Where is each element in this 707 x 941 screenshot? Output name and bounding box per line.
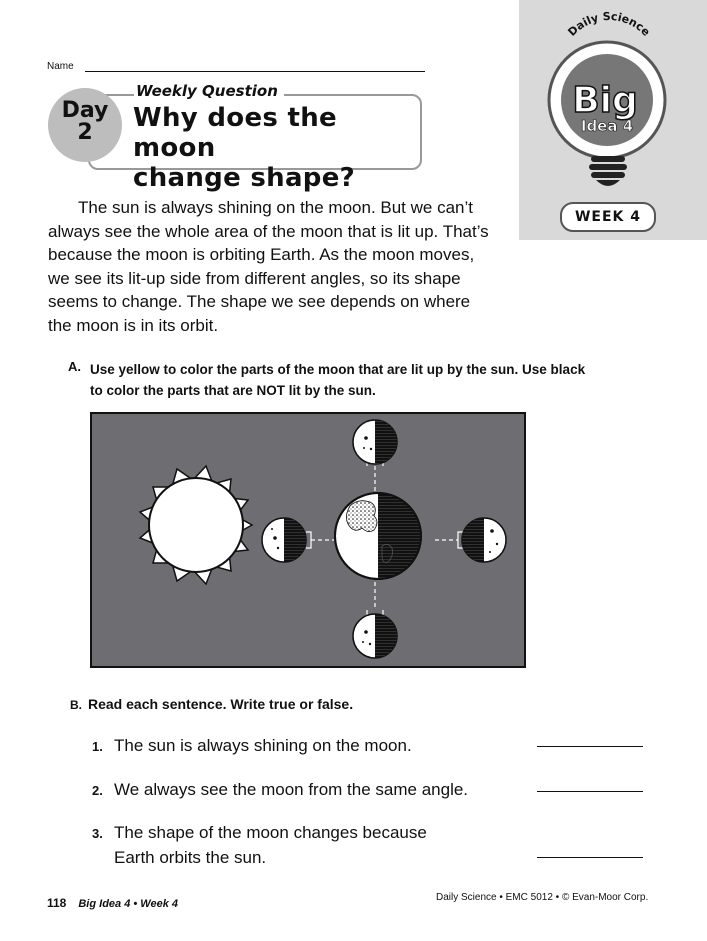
question-item-3 (92, 821, 427, 870)
answer-line-2[interactable] (537, 791, 643, 792)
badge-arc-text: Daily Science (565, 9, 653, 39)
word-or: or (295, 696, 318, 712)
section-a-instructions: Use yellow to color the parts of the moon that are lit up by the sun. Use black to color the parts that are NOT lit by the sun. (90, 362, 586, 398)
moon-orbit-diagram (90, 412, 526, 668)
section-b-text: Read each sentence. Write (88, 696, 270, 712)
moon-left-icon (262, 518, 306, 562)
page-number: 118 (47, 896, 67, 910)
item-number: 3. (92, 826, 103, 841)
intro-paragraph (48, 196, 498, 338)
item-text: We always see the moon from the same angle. (114, 780, 469, 799)
moon-right-icon (462, 518, 506, 562)
footer-idea-week: Big Idea 4 • Week 4 (78, 898, 178, 910)
item-text-line-1: The shape of the moon changes because (114, 823, 427, 842)
day-word: Day (61, 98, 109, 123)
badge-big-text: Big (572, 80, 638, 121)
week-badge: WEEK 4 (560, 202, 656, 232)
sun-icon (140, 466, 252, 584)
item-number: 2. (92, 783, 103, 798)
badge-idea-text: Idea 4 (580, 117, 634, 135)
question-item-1 (92, 734, 412, 759)
answer-line-1[interactable] (537, 746, 643, 747)
question-item-2 (92, 778, 468, 803)
question-line-1: Why does the moon (133, 103, 337, 163)
section-a-letter: A. (68, 359, 81, 374)
day-badge-text (48, 100, 122, 144)
moon-bottom-icon (353, 614, 397, 658)
page-title (133, 103, 413, 193)
item-text: The sun is always shining on the moon. (114, 736, 412, 755)
word-true: true (269, 696, 296, 712)
item-number: 1. (92, 739, 103, 754)
name-field-line[interactable] (85, 71, 425, 72)
weekly-question-label: Weekly Question (134, 82, 284, 100)
section-b-instructions (70, 696, 353, 712)
section-b-letter: B. (70, 698, 82, 712)
word-false: false (317, 696, 350, 712)
name-label: Name (47, 61, 74, 72)
answer-line-3[interactable] (537, 857, 643, 858)
period: . (349, 696, 354, 712)
footer-right: Daily Science • EMC 5012 • © Evan-Moor Corp. (436, 892, 649, 903)
day-number: 2 (77, 120, 93, 145)
item-text-line-2: Earth orbits the sun. (114, 848, 267, 867)
moon-top-icon (353, 420, 397, 464)
earth-icon (335, 493, 421, 579)
question-line-2: change shape? (133, 163, 356, 193)
footer-left (47, 896, 178, 910)
intro-text: The sun is always shining on the moon. But we can’t always see the whole area of the moon that is lit up. That’s because the moon is orbiting Earth. As the moon moves, we see its lit-up side from different angles, so its shape seems to change. The shape we see depends on where the moon is in its orbit. (48, 198, 489, 335)
